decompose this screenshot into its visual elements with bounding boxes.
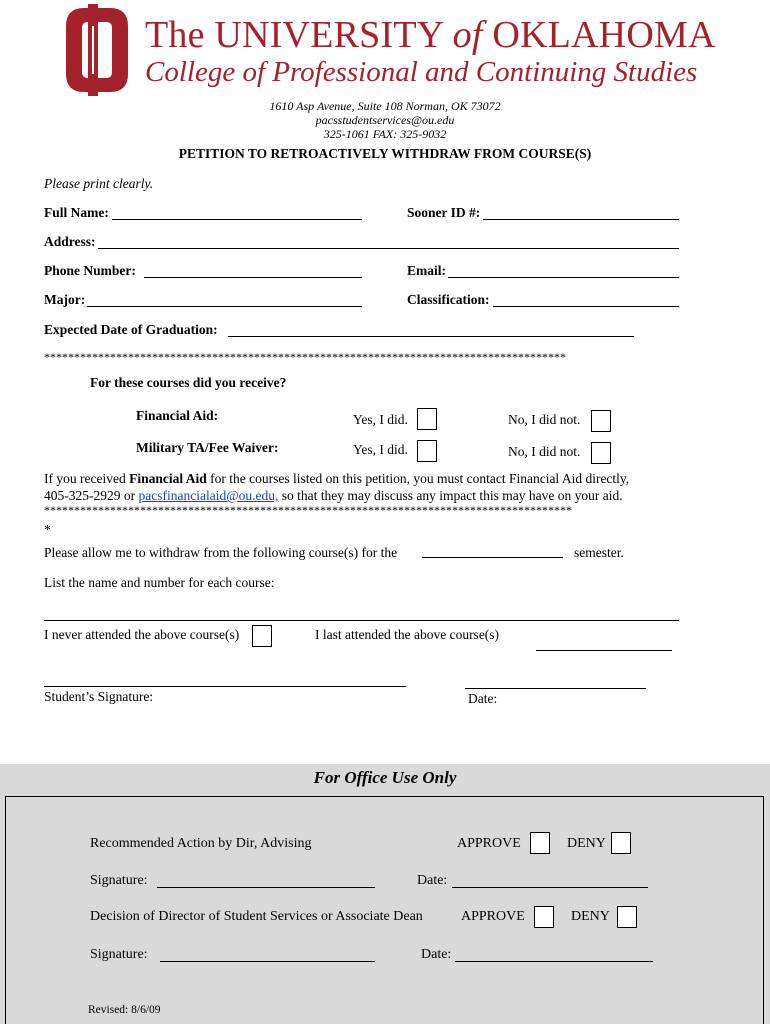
withdraw-request: Please allow me to withdraw from the following course(s) for the (44, 545, 398, 560)
classification-label: Classification: (407, 292, 490, 307)
military-no-label: No, I did not. (508, 444, 581, 459)
last-attended-field[interactable] (536, 650, 672, 651)
semester-field[interactable] (422, 557, 563, 558)
course-list-label: List the name and number for each course: (44, 575, 275, 590)
decision-approve-label: APPROVE (461, 909, 525, 924)
graduation-label: Expected Date of Graduation: (44, 322, 218, 337)
financial-aid-no-checkbox[interactable] (591, 410, 611, 432)
full-name-label: Full Name: (44, 205, 109, 220)
decision-deny-label: DENY (571, 909, 610, 924)
student-signature-label: Student’s Signature: (44, 689, 154, 704)
major-field[interactable] (87, 306, 362, 307)
form-title: PETITION TO RETROACTIVELY WITHDRAW FROM COURSE(S) (178, 146, 592, 161)
recommended-approve-label: APPROVE (457, 836, 521, 851)
director-date-field[interactable] (455, 961, 653, 962)
address-label: Address: (44, 234, 96, 249)
semester-label: semester. (574, 545, 624, 560)
address-line: 1610 Asp Avenue, Suite 108 Norman, OK 73072 (269, 99, 501, 113)
military-label: Military TA/Fee Waiver: (136, 440, 279, 455)
advisor-date-label: Date: (417, 873, 448, 888)
instruction: Please print clearly. (44, 176, 154, 191)
director-signature-label: Signature: (90, 947, 148, 962)
advisor-signature-field[interactable] (157, 887, 375, 888)
financial-aid-email-link[interactable]: pacsfinancialaid@ou.edu, (138, 488, 279, 503)
recommended-deny-checkbox[interactable] (611, 832, 631, 854)
financial-aid-notice: If you received Financial Aid for the courses listed on this petition, you must contact Financial Aid directly, (44, 471, 630, 486)
phone-label: Phone Number: (44, 263, 136, 278)
financial-aid-yes-checkbox[interactable] (417, 408, 437, 430)
director-signature-field[interactable] (160, 961, 375, 962)
office-use-title: For Office Use Only (313, 768, 457, 787)
last-attended-label: I last attended the above course(s) (315, 627, 500, 642)
phone-field[interactable] (144, 277, 362, 278)
ou-logo-icon (62, 4, 132, 96)
never-attended-checkbox[interactable] (252, 625, 272, 647)
full-name-field[interactable] (112, 219, 362, 220)
recommended-approve-checkbox[interactable] (530, 832, 550, 854)
graduation-field[interactable] (228, 336, 634, 337)
sooner-id-field[interactable] (483, 219, 679, 220)
decision-approve-checkbox[interactable] (534, 906, 554, 928)
recommended-action-label: Recommended Action by Dir, Advising (90, 836, 312, 851)
major-label: Major: (44, 292, 86, 307)
financial-aid-yes-label: Yes, I did. (353, 412, 408, 427)
course-list-field[interactable] (44, 620, 679, 621)
revised-date: Revised: 8/6/09 (88, 1004, 161, 1016)
phone-fax-line: 325-1061 FAX: 325-9032 (323, 127, 447, 141)
advisor-date-field[interactable] (452, 887, 648, 888)
separator-stars: *************************************************************************************** (44, 350, 566, 364)
decision-label: Decision of Director of Student Services or Associate Dean (90, 909, 423, 924)
aid-question: For these courses did you receive? (90, 375, 287, 390)
financial-aid-contact: 405-325-2929 or pacsfinancialaid@ou.edu, so that they may discuss any impact this may have on your aid. (44, 488, 623, 503)
director-date-label: Date: (421, 947, 452, 962)
sooner-id-label: Sooner ID #: (407, 205, 481, 220)
military-yes-label: Yes, I did. (353, 442, 408, 457)
military-yes-checkbox[interactable] (417, 440, 437, 462)
student-date-label: Date: (468, 691, 498, 706)
separator-star: * (44, 522, 51, 537)
student-signature-field[interactable] (44, 686, 406, 687)
email-line: pacsstudentservices@ou.edu (315, 113, 455, 127)
never-attended-label: I never attended the above course(s) (44, 627, 240, 642)
military-no-checkbox[interactable] (591, 442, 611, 464)
classification-field[interactable] (493, 306, 679, 307)
email-label: Email: (407, 263, 446, 278)
email-field[interactable] (448, 277, 679, 278)
university-title: The UNIVERSITY of OKLAHOMA (145, 14, 716, 56)
address-field[interactable] (98, 248, 679, 249)
college-subtitle: College of Professional and Continuing Studies (145, 56, 698, 88)
decision-deny-checkbox[interactable] (617, 906, 637, 928)
advisor-signature-label: Signature: (90, 873, 148, 888)
financial-aid-label: Financial Aid: (136, 408, 219, 423)
recommended-deny-label: DENY (567, 836, 606, 851)
separator-stars-2: **************************************************************************************** (44, 503, 572, 517)
financial-aid-no-label: No, I did not. (508, 412, 581, 427)
student-date-field[interactable] (465, 688, 646, 689)
